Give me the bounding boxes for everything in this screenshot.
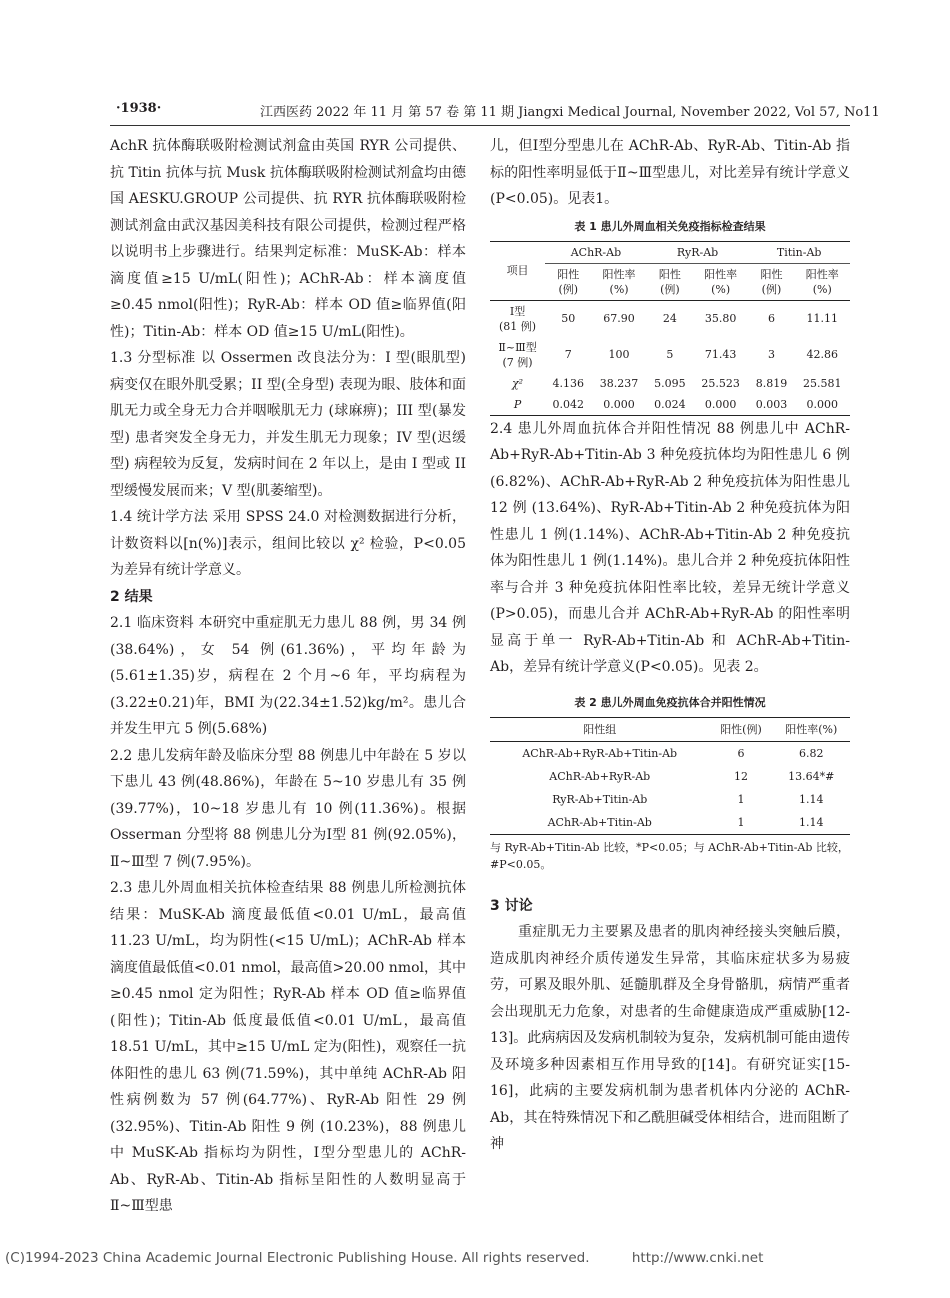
table-2-header: 阳性组 bbox=[490, 717, 709, 741]
table-1-subheader: 阳性 (例) bbox=[545, 263, 591, 300]
table-1-cell: 0.042 bbox=[552, 397, 584, 411]
table-1-cell: 11.11 bbox=[806, 312, 839, 325]
section-2-3-continued: 儿，但Ⅰ型分型患儿在 AChR-Ab、RyR-Ab、Titin-Ab 指标的阳性率明显低于Ⅱ~Ⅲ型患儿，对比差异有统计学意义(P<0.05)。见表1。 bbox=[490, 138, 850, 207]
table-1-item-header: 项目 bbox=[490, 241, 545, 300]
table-1-cell: 35.80 bbox=[704, 312, 737, 325]
table-1-subheader: 阳性 (例) bbox=[647, 263, 693, 300]
table-2-cell: AChR-Ab+RyR-Ab bbox=[549, 769, 651, 783]
section-3-heading: 3 讨论 bbox=[490, 897, 533, 914]
right-column bbox=[490, 133, 850, 1158]
table-2-header: 阳性率(%) bbox=[773, 717, 851, 741]
table-1-row-label: Ⅱ~Ⅲ型 (7 例) bbox=[498, 340, 537, 369]
table-2-cell: 1.14 bbox=[799, 792, 824, 806]
table-2-note: 与 RyR-Ab+Titin-Ab 比较，*P<0.05；与 AChR-Ab+Titin-Ab 比较，#P<0.05。 bbox=[490, 840, 849, 871]
table-1-caption: 表 1 患儿外周血相关免疫指标检查结果 bbox=[574, 219, 766, 233]
table-1-subheader: 阳性 (例) bbox=[748, 263, 794, 300]
table-2-cell: RyR-Ab+Titin-Ab bbox=[552, 792, 648, 806]
table-2-cell: AChR-Ab+RyR-Ab+Titin-Ab bbox=[522, 746, 678, 760]
section-2-2-age-and-typing: 2.2 患儿发病年龄及临床分型 88 例患儿中年龄在 5 岁以下患儿 43 例(48.86%)，年龄在 5~10 岁患儿有 35 例 (39.77%)，10~18 岁患儿有 10 例(11.36%)。根据 Osserman 分型将 88 例患儿分为Ⅰ型 81 例(92.05%)，Ⅱ~Ⅲ型 7 例(7.95%)。 bbox=[110, 747, 466, 870]
table-row bbox=[490, 788, 850, 811]
table-1-cell: 0.000 bbox=[704, 397, 737, 411]
table-1-cell: 5 bbox=[666, 348, 674, 361]
table-1-subheader: 阳性率 (%) bbox=[693, 263, 748, 300]
table-1-row-label: Ⅰ型 (81 例) bbox=[499, 304, 537, 333]
table-1-cell: 25.581 bbox=[803, 376, 842, 390]
table-1-cell: 67.90 bbox=[603, 312, 635, 325]
page-number: ·1938· bbox=[116, 101, 162, 116]
table-2-cell: 6 bbox=[737, 746, 745, 760]
table-2-cell: 12 bbox=[733, 769, 748, 783]
table-1-cell: 3 bbox=[767, 348, 775, 361]
table-1-row-label: χ² bbox=[512, 376, 524, 390]
table-1-subheader: 阳性率 (%) bbox=[795, 263, 850, 300]
table-1-cell: 100 bbox=[608, 348, 630, 361]
copyright-footer bbox=[5, 1250, 945, 1266]
table-1-cell: 71.43 bbox=[704, 348, 737, 361]
table-2-cell: 1 bbox=[737, 792, 745, 806]
site-link[interactable]: http://www.cnki.net bbox=[631, 1250, 764, 1266]
discussion-paragraph: 重症肌无力主要累及患者的肌肉神经接头突触后膜，造成肌肉神经介质传递发生异常，其临床症状多为易疲劳，可累及眼外肌、延髓肌群及全身骨骼肌，病情严重者会出现肌无力危象，对患者的生命健康造成严重威胁[12-13]。此病病因及发病机制较为复杂，发病机制可能由遗传及环境多种因素相互作用导致的[14]。有研究证实[15-16]，此病的主要发病机制为患者机体内分泌的 AChR-Ab，其在特殊情况下和乙酰胆碱受体相结合，进而阻断了神 bbox=[490, 924, 850, 1152]
table-1-cell: 8.819 bbox=[755, 376, 788, 390]
table-1-cell: 7 bbox=[564, 348, 572, 361]
section-1-3-typing-standard: 1.3 分型标准 以 Ossermen 改良法分为：I 型(眼肌型)病变仅在眼外肌受累；II 型(全身型) 表现为眼、肢体和面肌无力或全身无力合并咽喉肌无力 (球麻痹)；III 型(暴发型) 患者突发全身无力，并发生肌无力现象；IV 型(迟缓型) 病程较为反复，发病时间在 2 年以上，是由 I 型或 II 型缓慢发展而来；V 型(肌萎缩型)。 bbox=[110, 350, 466, 499]
left-column bbox=[110, 133, 466, 1220]
table-row bbox=[490, 394, 850, 416]
table-2-cell: AChR-Ab+Titin-Ab bbox=[547, 815, 652, 829]
table-2-cell: 1 bbox=[737, 815, 745, 829]
table-1-cell: 0.000 bbox=[806, 397, 839, 411]
table-1-cell: 0.000 bbox=[603, 397, 635, 411]
section-2-1-clinical-data: 2.1 临床资料 本研究中重症肌无力患儿 88 例，男 34 例(38.64%)，女 54 例(61.36%)，平均年龄为(5.61±1.35)岁，病程在 2 个月~6 年，平均病程为(3.22±0.21)年，BMI 为(22.34±1.52)kg/m²。患儿合并发生甲亢 5 例(5.68%) bbox=[110, 615, 466, 737]
running-header bbox=[110, 99, 880, 126]
section-2-4-combined-positivity: 2.4 患儿外周血抗体合并阳性情况 88 例患儿中 AChR-Ab+RyR-Ab+Titin-Ab 3 种免疫抗体均为阳性患儿 6 例(6.82%)、AChR-Ab+RyR-Ab 2 种免疫抗体为阳性患儿 12 例 (13.64%)、RyR-Ab+Titin-Ab 2 种免疫抗体为阳性患儿 1 例(1.14%)、AChR-Ab+Titin-Ab 2 种免疫抗体为阳性患儿 1 例(1.14%)。患儿合并 2 种免疫抗体阳性率与合并 3 种免疫抗体阳性率比较，差异无统计学意义 (P>0.05)，而患儿合并 AChR-Ab+RyR-Ab 的阳性率明显高于单一 RyR-Ab+Titin-Ab 和 AChR-Ab+Titin-Ab，差异有统计学意义(P<0.05)。见表 2。 bbox=[490, 420, 850, 675]
table-row bbox=[490, 337, 850, 373]
table-1-group-header: Titin-Ab bbox=[748, 241, 850, 263]
table-1-row-label: P bbox=[513, 397, 522, 411]
table-row bbox=[490, 765, 850, 788]
table-1-subheader: 阳性率 (%) bbox=[591, 263, 646, 300]
methods-kits-paragraph: AchR 抗体酶联吸附检测试剂盒由英国 RYR 公司提供、抗 Titin 抗体与抗 Musk 抗体酶联吸附检测试剂盒均由德国 AESKU.GROUP 公司提供、抗 RYR 抗体酶联吸附检测试剂盒由武汉基因美科技有限公司提供，检测过程严格以说明书上步骤进行。结果判定标准：MuSK-Ab：样本滴度值≥15 U/mL(阳性)；AChR-Ab：样本滴度值≥0.45 nmol(阳性)；RyR-Ab：样本 OD 值≥临界值(阳性)；Titin-Ab：样本 OD 值≥15 U/mL(阳性)。 bbox=[110, 138, 466, 340]
table-row bbox=[490, 741, 850, 765]
table-1-cell: 4.136 bbox=[552, 376, 584, 390]
copyright-text: (C)1994-2023 China Academic Journal Electronic Publishing House. All rights reserved. bbox=[5, 1250, 590, 1266]
table-1-cell: 42.86 bbox=[806, 348, 839, 361]
table-2 bbox=[490, 717, 850, 835]
table-1-cell: 5.095 bbox=[654, 376, 686, 390]
section-1-4-statistics: 1.4 统计学方法 采用 SPSS 24.0 对检测数据进行分析，计数资料以[n(%)]表示，组间比较以 χ² 检验，P<0.05 为差异有统计学意义。 bbox=[110, 509, 466, 578]
section-2-3-antibody-results: 2.3 患儿外周血相关抗体检查结果 88 例患儿所检测抗体结果：MuSK-Ab 滴度最低值<0.01 U/mL，最高值 11.23 U/mL，均为阴性(<15 U/mL)；AChR-Ab 样本滴度值最低值<0.01 nmol，最高值>20.00 nmol，其中≥0.45 nmol 定为阳性；RyR-Ab 样本 OD 值≥临界值(阳性)；Titin-Ab 低度最低值<0.01 U/mL，最高值 18.51 U/mL，其中≥15 U/mL 定为(阳性)，观察任一抗体阳性的患儿 63 例(71.59%)，其中单纯 AChR-Ab 阳性病例数为 57 例(64.77%)、RyR-Ab 阳性 29 例(32.95%)、Titin-Ab 阳性 9 例 (10.23%)，88 例患儿中 MuSK-Ab 指标均为阴性，Ⅰ型分型患儿的 AChR-Ab、RyR-Ab、Titin-Ab 指标呈阳性的人数明显高于Ⅱ~Ⅲ型患 bbox=[110, 880, 467, 1214]
section-2-heading: 2 结果 bbox=[110, 588, 153, 605]
table-1-group-header: AChR-Ab bbox=[545, 241, 647, 263]
table-2-cell: 6.82 bbox=[799, 746, 824, 760]
table-2-cell: 1.14 bbox=[799, 815, 824, 829]
table-1-cell: 38.237 bbox=[599, 376, 639, 390]
table-2-header: 阳性(例) bbox=[709, 717, 772, 741]
table-row bbox=[490, 811, 850, 835]
table-1-cell: 6 bbox=[767, 312, 775, 325]
table-1-cell: 0.003 bbox=[755, 397, 788, 411]
table-1-cell: 0.024 bbox=[654, 397, 686, 411]
table-1-cell: 25.523 bbox=[701, 376, 740, 390]
table-1-cell: 24 bbox=[662, 312, 677, 325]
journal-line: 江西医药 2022 年 11 月 第 57 卷 第 11 期 Jiangxi Medical Journal, November 2022, Vol 57, No11 bbox=[260, 105, 880, 120]
table-row bbox=[490, 300, 850, 337]
table-row bbox=[490, 373, 850, 394]
table-2-caption: 表 2 患儿外周血免疫抗体合并阳性情况 bbox=[574, 695, 766, 709]
table-1-cell: 50 bbox=[561, 312, 576, 325]
table-1-group-header: RyR-Ab bbox=[647, 241, 749, 263]
table-2-cell: 13.64*# bbox=[788, 769, 835, 783]
table-1 bbox=[490, 241, 850, 416]
